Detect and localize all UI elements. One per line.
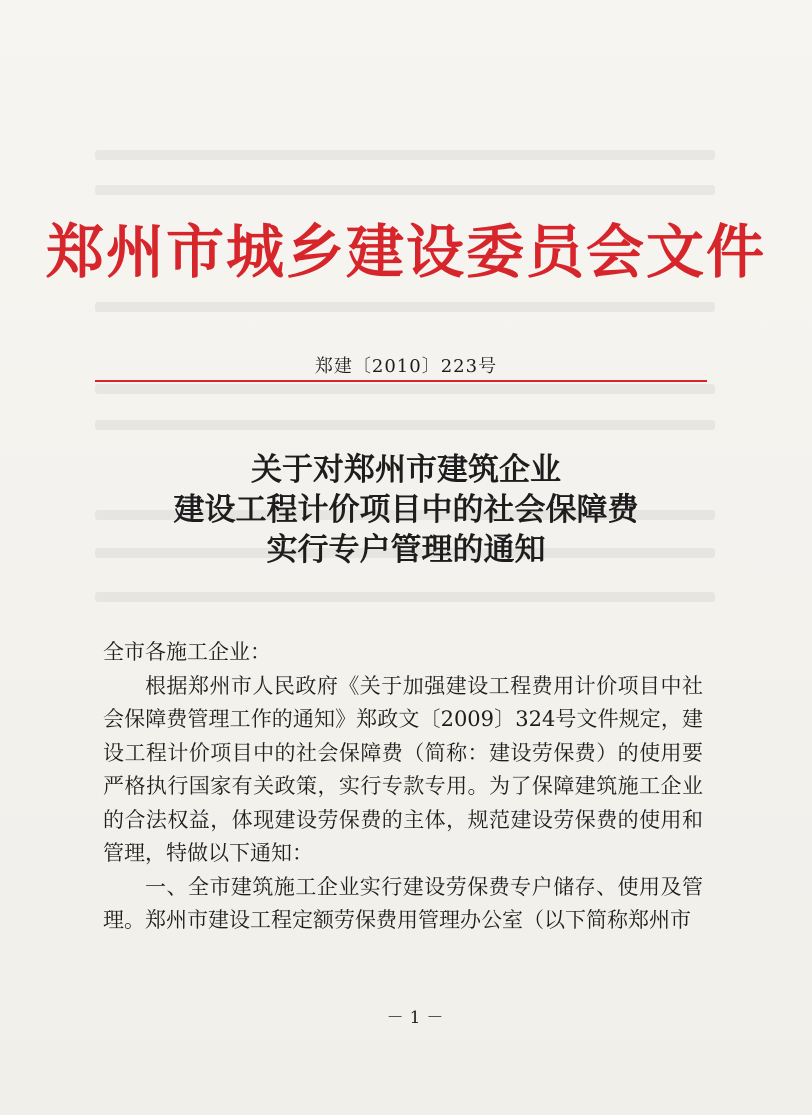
notice-title-line: 关于对郑州市建筑企业 bbox=[251, 452, 561, 488]
salutation: 全市各施工企业： bbox=[103, 640, 271, 664]
page-number: －1－ bbox=[386, 1008, 450, 1028]
body-paragraph: 根据郑州市人民政府《关于加强建设工程费用计价项目中社会保障费管理工作的通知》郑政文〔2009〕324号文件规定，建设工程计价项目中的社会保障费（简称：建设劳保费）的使用要严格执行国家有关政策，实行专款专用。为了保障建筑施工企业的合法权益，体现建设劳保费的主体，规范建设劳保费的使用和管理，特做以下通知： bbox=[103, 673, 703, 865]
bleed-through-mark bbox=[95, 302, 715, 312]
notice-title-line: 建设工程计价项目中的社会保障费 bbox=[173, 492, 639, 528]
bleed-through-mark bbox=[95, 185, 715, 195]
document-number: 郑建〔2010〕223号 bbox=[314, 356, 498, 377]
notice-body bbox=[103, 636, 703, 938]
bleed-through-mark bbox=[95, 420, 715, 430]
notice-title-line: 实行专户管理的通知 bbox=[266, 532, 546, 568]
bleed-through-mark bbox=[95, 384, 715, 394]
body-paragraph: 一、全市建筑施工企业实行建设劳保费专户储存、使用及管理。郑州市建设工程定额劳保费用管理办公室（以下简称郑州市 bbox=[103, 874, 703, 932]
bleed-through-mark bbox=[95, 592, 715, 602]
bleed-through-mark bbox=[95, 150, 715, 160]
document-header-title: 郑州市城乡建设委员会文件 bbox=[45, 218, 766, 286]
notice-title bbox=[0, 450, 812, 570]
header-red-rule bbox=[95, 380, 707, 382]
